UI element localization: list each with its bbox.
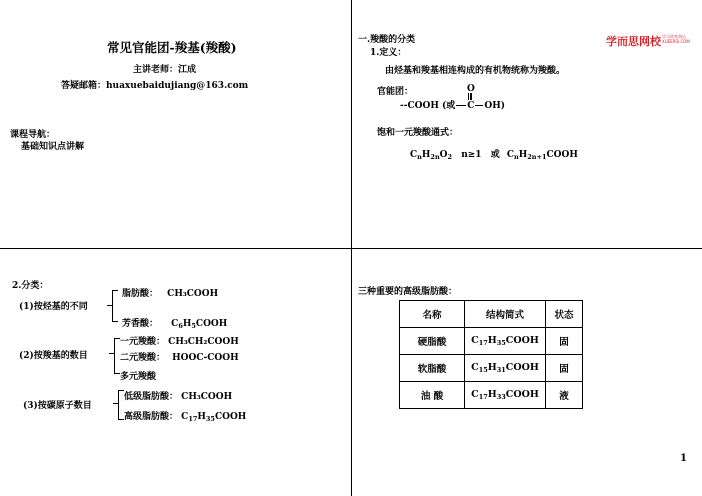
fatty-acid-item (122, 286, 218, 299)
logo-sub-en: XUEERSI.COM (662, 39, 690, 44)
formula-part: H (182, 319, 192, 329)
acid-state: 固 (546, 328, 583, 355)
brace-2 (114, 338, 115, 374)
formula-sub: 5 (191, 322, 196, 330)
bond-line (475, 105, 483, 106)
gf-or: 或 (490, 150, 500, 160)
fatty-acid-table (399, 300, 583, 409)
class-by-carbon-count-label: (3)按碳原子数目 (23, 401, 92, 411)
teacher-line: 主讲老师：江成 (133, 65, 197, 75)
brace-1-tick (107, 305, 112, 306)
course-nav-title: 课程导航： (10, 130, 56, 140)
page-number: 1 (680, 453, 687, 464)
dicarboxylic-formula: HOOC-COOH (172, 353, 239, 363)
classification-heading: 2.分类： (12, 281, 49, 291)
formula-sub: 17 (478, 339, 488, 347)
gf-h: H (421, 150, 431, 160)
formula-sub: 35 (205, 415, 215, 423)
gf-condition: n≥1 (461, 150, 482, 160)
column-header: 状态 (546, 301, 583, 328)
general-formula (410, 147, 578, 161)
formula-sub: 33 (496, 393, 506, 401)
formula-part: H (197, 412, 206, 422)
gf-sub: 2n+1 (527, 153, 547, 161)
higher-fatty-acid-label: 高级脂肪酸： (124, 412, 179, 422)
polycarboxylic-item: 多元羧酸 (120, 372, 157, 382)
class-by-hydrocarbon-label: (1)按烃基的不同 (19, 302, 88, 312)
acid-formula: $C_{17}H_{35}COOH$ (465, 328, 546, 355)
gf-sub: n (514, 153, 519, 161)
monocarboxylic-label: 一元羧酸： (120, 337, 166, 347)
monocarboxylic-formula: CH₃CH₂COOH (168, 337, 239, 347)
brand-logo-subtitle (662, 34, 690, 44)
aromatic-acid-item (122, 316, 227, 330)
functional-group-formula (400, 98, 505, 111)
acid-formula: $C_{17}H_{33}COOH$ (465, 382, 546, 409)
aromatic-acid-label: 芳香酸： (122, 319, 159, 329)
formula-sub: 35 (496, 339, 506, 347)
gf-sub: 2 (447, 153, 453, 161)
general-formula-label: 饱和一元羧酸通式： (377, 128, 459, 138)
carbonyl-oxygen: O (467, 84, 475, 94)
fg-formula-part-c: OH) (484, 101, 505, 111)
gf-sub: n (417, 153, 422, 161)
formula-sub: 6 (178, 322, 183, 330)
table-row (400, 355, 583, 382)
formula-sub: 17 (188, 415, 198, 423)
formula-sub: 17 (478, 393, 488, 401)
table-row (400, 328, 583, 355)
aromatic-acid-formula (171, 319, 227, 329)
table-row (400, 382, 583, 409)
logo-sub-cn: 学习改变命运 (662, 34, 686, 39)
definition-text: 由烃基和羧基相连构成的有机物统称为羧酸。 (385, 66, 566, 76)
bond-line (456, 105, 466, 106)
functional-group-label: 官能团： (377, 87, 414, 97)
acid-name: 硬脂酸 (400, 328, 465, 355)
formula-part: C (181, 412, 189, 422)
class-by-carboxyl-count-label: (2)按羧基的数目 (19, 351, 88, 361)
acid-state: 固 (546, 355, 583, 382)
brand-logo: 学而思网校 (606, 35, 661, 48)
gf-sub: 2n (430, 153, 440, 161)
qa-email-line: 答疑邮箱：huaxuebaidujiang@163.com (61, 81, 249, 91)
higher-fatty-acid-item (124, 409, 246, 423)
column-header: 结构简式 (465, 301, 546, 328)
brace-1 (112, 290, 113, 322)
fatty-acids-heading: 三种重要的高级脂肪酸： (358, 287, 458, 297)
brace-2-tick (109, 353, 114, 354)
gf-c: C (506, 150, 515, 160)
formula-part: C (171, 319, 179, 329)
fatty-acid-formula: CH₃COOH (167, 289, 219, 299)
definition-heading: 1.定义： (370, 48, 407, 58)
acid-name: 软脂酸 (400, 355, 465, 382)
dicarboxylic-item (120, 350, 239, 363)
acid-state: 液 (546, 382, 583, 409)
acid-formula: $C_{15}H_{31}COOH$ (465, 355, 546, 382)
monocarboxylic-item (120, 334, 239, 347)
formula-part: COOH (195, 319, 228, 329)
course-nav-item: 基础知识点讲解 (21, 142, 85, 152)
fg-formula-carbon: C (467, 101, 475, 111)
gf-o: O (439, 150, 448, 160)
fg-formula-part-a: --COOH (或 (400, 101, 456, 111)
higher-fatty-acid-formula (181, 412, 246, 422)
gf-cooh: COOH (546, 150, 578, 160)
gf-c: C (410, 150, 418, 160)
brace-3-tick (113, 403, 118, 404)
formula-sub: 31 (496, 366, 506, 374)
column-header: 名称 (400, 301, 465, 328)
lower-fatty-acid-formula: CH₃COOH (181, 392, 233, 402)
formula-sub: 15 (478, 366, 488, 374)
section-heading: 一.羧酸的分类 (358, 35, 416, 45)
brace-3 (118, 390, 119, 420)
horizontal-divider (0, 248, 702, 249)
acid-name: 油 酸 (400, 382, 465, 409)
lower-fatty-acid-label: 低级脂肪酸： (124, 392, 179, 402)
lower-fatty-acid-item (124, 389, 232, 402)
formula-part: COOH (214, 412, 247, 422)
table-header-row (400, 301, 583, 328)
gf-h: H (518, 150, 528, 160)
fatty-acid-label: 脂肪酸： (122, 289, 159, 299)
slide1-title: 常见官能团-羧基(羧酸) (107, 40, 237, 55)
dicarboxylic-label: 二元羧酸： (120, 353, 166, 363)
